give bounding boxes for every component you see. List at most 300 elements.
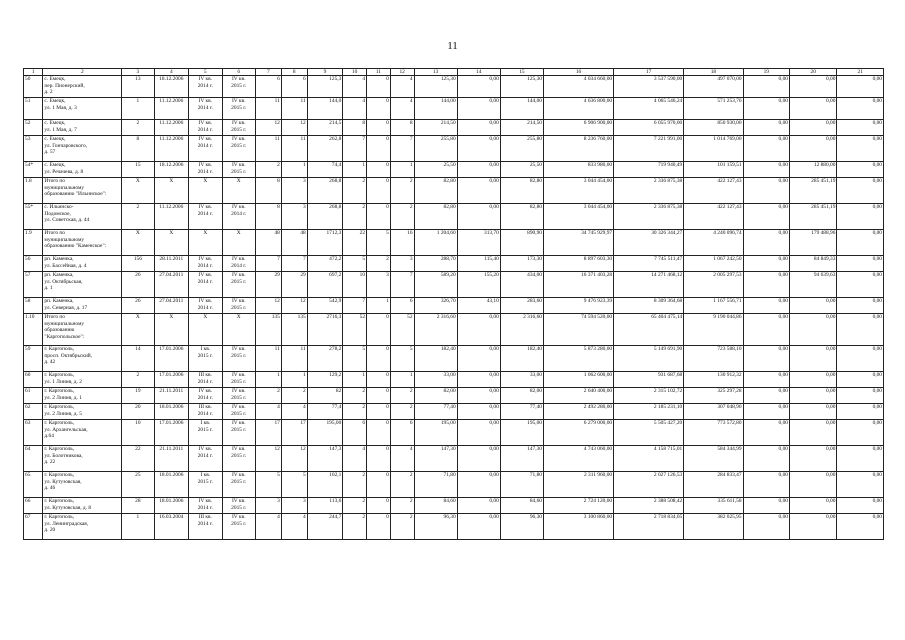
header-cell: 8 [281, 69, 307, 76]
table-cell: 11.12.2006 [154, 136, 189, 162]
table-cell: г. Каргополь, просп. Октябрьский, д. 42 [43, 346, 122, 372]
table-cell: IV кв. 2015 г. [222, 472, 255, 498]
table-cell: 21.11.2011 [154, 446, 189, 472]
table-cell: 0,00 [743, 388, 789, 404]
table-cell: 74 594 520,00 [543, 314, 613, 346]
table-cell: 3 044 454,00 [543, 178, 613, 204]
table-cell: 53 [24, 136, 43, 162]
table-cell: 8 309 364,68 [614, 298, 684, 314]
table-cell: 71,80 [414, 472, 457, 498]
table-cell: IV кв. 2014 г. [189, 256, 222, 272]
table-row [24, 314, 884, 346]
table-cell: 434,00 [500, 272, 543, 298]
table-cell: 288,70 [414, 256, 457, 272]
header-cell: 15 [500, 69, 543, 76]
table-cell: 7 [390, 136, 414, 162]
table-cell: 2 724 120,00 [543, 498, 613, 514]
table-cell: 2 005 297,53 [684, 272, 743, 298]
header-cell: 17 [614, 69, 684, 76]
table-cell: 0,00 [457, 76, 500, 98]
table-cell: 2 027 126,53 [614, 472, 684, 498]
table-cell: 0,00 [837, 76, 884, 98]
table-cell: 135 [255, 314, 281, 346]
table-cell: 0 [367, 514, 391, 540]
table-cell: 0,00 [837, 120, 884, 136]
table-cell: 0,00 [457, 162, 500, 178]
table-cell: 102,1 [307, 472, 343, 498]
table-cell: 0,00 [743, 298, 789, 314]
table-cell: 22 [122, 446, 154, 472]
table-cell: 60 [24, 372, 43, 388]
table-cell: 2 [281, 388, 307, 404]
header-cell: 4 [154, 69, 189, 76]
table-cell: 82,80 [500, 178, 543, 204]
table-cell: 0,00 [837, 136, 884, 162]
table-cell: 2 640 400,00 [543, 388, 613, 404]
table-cell: 8 236 760,00 [543, 136, 613, 162]
table-cell: 0,00 [743, 256, 789, 272]
table-cell: 1 [390, 162, 414, 178]
header-cell: 2 [43, 69, 122, 76]
table-cell: 0,00 [837, 404, 884, 420]
table-cell: 3 [255, 498, 281, 514]
table-cell: 144,00 [414, 98, 457, 120]
table-cell: 0,00 [457, 446, 500, 472]
table-cell: 1.9 [24, 230, 43, 256]
table-cell: 0,00 [837, 272, 884, 298]
data-table [23, 68, 884, 540]
table-cell: 2 316,60 [500, 314, 543, 346]
table-cell: 472,2 [307, 256, 343, 272]
table-cell: 0,00 [743, 498, 789, 514]
table-cell: 125,30 [414, 76, 457, 98]
header-cell: 6 [222, 69, 255, 76]
table-cell: 2 336 875,38 [614, 204, 684, 230]
table-cell: 0,00 [457, 204, 500, 230]
table-cell: 697,2 [307, 272, 343, 298]
table-cell: г. Каргополь, ул. 2 Линия, д. 5 [43, 404, 122, 420]
table-cell: 1 [281, 372, 307, 388]
table-cell: 18.12.2006 [154, 76, 189, 98]
table-row [24, 162, 884, 178]
table-cell: 5 [343, 346, 367, 372]
table-cell: X [222, 178, 255, 204]
header-cell: 12 [390, 69, 414, 76]
table-cell: 1.8 [24, 178, 43, 204]
table-cell: 16 [390, 230, 414, 256]
table-cell: 18.01.2006 [154, 404, 189, 420]
table-cell: 7 745 511,47 [614, 256, 684, 272]
table-cell: IV кв. 2015 г. [222, 346, 255, 372]
table-cell: 5 [255, 472, 281, 498]
table-cell: IV кв. 2015 г. [222, 136, 255, 162]
table-cell: IV кв. 2015 г. [222, 120, 255, 136]
table-cell: 2 [343, 388, 367, 404]
table-cell: 0,00 [743, 314, 789, 346]
table-cell: 1 204,60 [414, 230, 457, 256]
table-cell: 33,00 [414, 372, 457, 388]
table-cell: 719 940,49 [614, 162, 684, 178]
table-cell: 325 297,28 [684, 388, 743, 404]
table-cell: 571 253,76 [684, 98, 743, 120]
table-cell: IV кв. 2014 г. [189, 498, 222, 514]
table-cell: 0,00 [743, 230, 789, 256]
table-cell: 2 [122, 120, 154, 136]
table-cell: 4 743 060,00 [543, 446, 613, 472]
table-cell: 0,00 [789, 388, 836, 404]
table-cell: X [122, 178, 154, 204]
table-cell: 43,10 [457, 298, 500, 314]
table-cell: 3 044 454,00 [543, 204, 613, 230]
table-cell: 0,00 [457, 388, 500, 404]
table-cell: 2 315 102,72 [614, 388, 684, 404]
table-row [24, 256, 884, 272]
table-cell: 182,40 [500, 346, 543, 372]
table-cell: 195,00 [414, 420, 457, 446]
table-cell: 0 [367, 76, 391, 98]
table-row [24, 514, 884, 540]
table-cell: 144,00 [500, 98, 543, 120]
table-cell: 25,50 [500, 162, 543, 178]
table-cell: 1 062 600,00 [543, 372, 613, 388]
table-cell: 11.12.2006 [154, 204, 189, 230]
table-cell: 3 537 590,00 [614, 76, 684, 98]
table-cell: 0,00 [457, 472, 500, 498]
table-cell: 59 [24, 346, 43, 372]
table-cell: Итого по муниципальному образованию "Каргопольское": [43, 314, 122, 346]
table-cell: 285 451,19 [789, 204, 836, 230]
header-cell: 11 [367, 69, 391, 76]
table-cell: 12 880,00 [789, 162, 836, 178]
table-cell: 82,80 [414, 178, 457, 204]
table-cell: 17 [281, 420, 307, 446]
table-cell: 2 316,60 [414, 314, 457, 346]
table-cell: 0,00 [837, 314, 884, 346]
table-cell: 2 336 875,38 [614, 178, 684, 204]
table-cell: IV кв. 2014 г. [189, 120, 222, 136]
table-cell: с. Емецк, пер. Пионерский, д. 2 [43, 76, 122, 98]
table-cell: IV кв. 2014 г. [189, 136, 222, 162]
table-cell: 125,30 [500, 76, 543, 98]
table-cell: I кв. 2015 г. [189, 346, 222, 372]
table-cell: 0,00 [837, 420, 884, 446]
table-cell: 1 [255, 372, 281, 388]
table-cell: 8 897 603,30 [543, 256, 613, 272]
table-cell: I кв. 2015 г. [189, 472, 222, 498]
table-cell: X [154, 230, 189, 256]
table-cell: X [189, 178, 222, 204]
table-cell: IV кв. 2015 г. [222, 98, 255, 120]
table-cell: 135 [281, 314, 307, 346]
table-cell: 9 190 044,86 [684, 314, 743, 346]
page-number: 11 [447, 40, 458, 52]
table-cell: 4 [281, 514, 307, 540]
table-cell: 82,80 [500, 204, 543, 230]
table-cell: 6 [255, 76, 281, 98]
table-cell: 0,00 [837, 388, 884, 404]
table-cell: 16 371 403,28 [543, 272, 613, 298]
table-cell: 268,8 [307, 204, 343, 230]
table-cell: 0,00 [743, 372, 789, 388]
table-cell: 0,00 [789, 76, 836, 98]
table-cell: IV кв. 2014 г. [189, 76, 222, 98]
table-cell: 0,00 [743, 446, 789, 472]
table-cell: 17.01.2006 [154, 372, 189, 388]
table-cell: IV кв. 2014 г. [189, 98, 222, 120]
table-cell: 3 100 860,00 [543, 514, 613, 540]
table-cell: 4 [255, 404, 281, 420]
table-cell: 8 [255, 178, 281, 204]
table-cell: 326,70 [414, 298, 457, 314]
table-cell: с. Ильинско- Подомское, ул. Советская, д. 44 [43, 204, 122, 230]
table-cell: 2 [255, 388, 281, 404]
header-cell: 3 [122, 69, 154, 76]
table-cell: 14 [122, 346, 154, 372]
table-cell: 2 [390, 472, 414, 498]
table-cell: 0,00 [789, 314, 836, 346]
table-cell: III кв. 2014 г. [189, 404, 222, 420]
table-cell: 6 279 000,00 [543, 420, 613, 446]
table-row [24, 298, 884, 314]
table-cell: 4 [390, 76, 414, 98]
table-cell: 4 [343, 76, 367, 98]
table-cell: г. Каргополь, ул. Болотникова, д. 22 [43, 446, 122, 472]
table-cell: 8 [390, 120, 414, 136]
table-row [24, 178, 884, 204]
table-cell: X [122, 230, 154, 256]
table-cell: IV кв. 2015 г. [222, 446, 255, 472]
table-cell: 125,3 [307, 76, 343, 98]
table-cell: 15 [122, 162, 154, 178]
table-cell: 82,00 [500, 388, 543, 404]
table-cell: 5 149 691,90 [614, 346, 684, 372]
table-cell: 0,00 [743, 204, 789, 230]
table-cell: 890,90 [500, 230, 543, 256]
table-cell: IV кв. 2015 г. [222, 388, 255, 404]
table-cell: 313,70 [457, 230, 500, 256]
table-cell: 2 [390, 204, 414, 230]
table-cell: 74,4 [307, 162, 343, 178]
table-row [24, 230, 884, 256]
table-cell: 0,00 [457, 178, 500, 204]
table-cell: 63 [24, 420, 43, 446]
table-cell: 20 [122, 404, 154, 420]
table-cell: 48 [281, 230, 307, 256]
table-cell: г. Каргополь, ул. Архангельская, д.64 [43, 420, 122, 446]
table-cell: IV кв. 2015 г. [222, 162, 255, 178]
header-cell: 20 [789, 69, 836, 76]
table-cell: 0,00 [743, 136, 789, 162]
header-cell: 10 [343, 69, 367, 76]
table-cell: 129,2 [307, 372, 343, 388]
table-cell: 0 [367, 98, 391, 120]
table-cell: г. Каргополь, ул. 2 Линия, д. 1 [43, 388, 122, 404]
table-cell: 29 [255, 272, 281, 298]
table-cell: 0,00 [789, 514, 836, 540]
table-cell: 1 067 242,50 [684, 256, 743, 272]
table-cell: 52 [343, 314, 367, 346]
table-cell: 2 [122, 204, 154, 230]
table-cell: IV кв. 2014 г. [222, 204, 255, 230]
table-cell: 0,00 [837, 178, 884, 204]
table-cell: с. Емецк, ул. 1 Мая, д. 7 [43, 120, 122, 136]
table-cell: 2 [390, 404, 414, 420]
table-row [24, 420, 884, 446]
table-cell: 66 [24, 498, 43, 514]
table-cell: 82,00 [414, 388, 457, 404]
table-cell: 19 [122, 388, 154, 404]
table-cell: 71,80 [500, 472, 543, 498]
table-cell: 11.12.2006 [154, 98, 189, 120]
table-cell: 4 [255, 514, 281, 540]
table-cell: 14 271 468,12 [614, 272, 684, 298]
table-cell: 0,00 [457, 346, 500, 372]
table-cell: 77,40 [500, 404, 543, 420]
table-cell: 0,00 [743, 472, 789, 498]
header-cell: 19 [743, 69, 789, 76]
table-cell: 542,9 [307, 298, 343, 314]
table-cell: 25,50 [414, 162, 457, 178]
table-cell: 2 185 231,10 [614, 404, 684, 420]
table-cell: 101 159,51 [684, 162, 743, 178]
table-cell: 0,00 [457, 404, 500, 420]
table-cell: 0 [367, 472, 391, 498]
table-cell: 0,00 [743, 420, 789, 446]
table-cell: 5 873 280,00 [543, 346, 613, 372]
table-cell: 4 636 800,00 [543, 98, 613, 120]
table-cell: 0,00 [837, 98, 884, 120]
table-cell: 65 404 475,14 [614, 314, 684, 346]
table-cell: 28 [122, 498, 154, 514]
table-cell: 0,00 [789, 120, 836, 136]
table-cell: 2 [343, 498, 367, 514]
table-cell: 497 070,00 [684, 76, 743, 98]
table-cell: 6 906 900,00 [543, 120, 613, 136]
table-cell: 0,00 [457, 514, 500, 540]
table-cell: 54* [24, 162, 43, 178]
table-cell: 5 505 427,20 [614, 420, 684, 446]
table-cell: 21.11.2011 [154, 388, 189, 404]
table-cell: 2 [343, 472, 367, 498]
table-cell: 0,00 [743, 120, 789, 136]
table-cell: 82,80 [414, 204, 457, 230]
table-cell: 7 [343, 136, 367, 162]
table-cell: 1 [343, 162, 367, 178]
table-cell: 52 [24, 120, 43, 136]
table-cell: 3 [390, 256, 414, 272]
table-cell: 2 388 508,42 [614, 498, 684, 514]
table-cell: 6 [390, 420, 414, 446]
table-cell: 262,8 [307, 136, 343, 162]
table-cell: IV кв. 2014 г. [189, 446, 222, 472]
table-cell: 11 [255, 136, 281, 162]
table-cell: IV кв. 2014 г. [189, 204, 222, 230]
table-cell: IV кв. 2015 г. [222, 372, 255, 388]
table-cell: 84,60 [500, 498, 543, 514]
table-cell: 13 [122, 76, 154, 98]
table-cell: IV кв. 2014 г. [189, 298, 222, 314]
table-cell: 4 [390, 98, 414, 120]
table-cell: 26 [122, 272, 154, 298]
table-cell: 0,00 [743, 346, 789, 372]
table-cell: с. Емецк, ул. Речачева, д. 8 [43, 162, 122, 178]
table-cell: 244,7 [307, 514, 343, 540]
table-cell: 2 [367, 256, 391, 272]
table-cell: X [154, 314, 189, 346]
table-cell: IV кв. 2015 г. [222, 76, 255, 98]
table-cell: 0,00 [837, 298, 884, 314]
table-cell: 0,00 [457, 314, 500, 346]
table-cell: 3 [281, 498, 307, 514]
table-cell: 0 [367, 204, 391, 230]
table-cell: 17.01.2006 [154, 420, 189, 446]
header-cell: 16 [543, 69, 613, 76]
table-cell: 2716,3 [307, 314, 343, 346]
table-cell: 0 [367, 372, 391, 388]
table-cell: 0,00 [457, 498, 500, 514]
table-cell: 8 [343, 120, 367, 136]
table-cell: 0,00 [837, 446, 884, 472]
table-cell: 214,50 [414, 120, 457, 136]
table-header-row [24, 69, 884, 76]
table-cell: 18.01.2006 [154, 498, 189, 514]
table-cell: 0,00 [837, 256, 884, 272]
table-cell: 51 [24, 98, 43, 120]
table-cell: 0 [367, 162, 391, 178]
table-cell: г. Каргополь, ул. Ленинградская, д. 20 [43, 514, 122, 540]
table-cell: 130 912,32 [684, 372, 743, 388]
table-cell: 56 [24, 256, 43, 272]
table-cell: г. Каргополь, ул. Кутузовская, д. 8 [43, 498, 122, 514]
table-cell: 283,60 [500, 298, 543, 314]
table-cell: 1 [122, 98, 154, 120]
table-cell: 11 [255, 98, 281, 120]
table-row [24, 446, 884, 472]
table-cell: 2 718 834,05 [614, 514, 684, 540]
table-cell: X [189, 230, 222, 256]
table-cell: 4 065 546,24 [614, 98, 684, 120]
table-cell: рп. Каменка, ул. Бассейная, д. 4 [43, 256, 122, 272]
table-cell: 1712,3 [307, 230, 343, 256]
table-cell: 0,00 [789, 446, 836, 472]
table-cell: 5 [367, 230, 391, 256]
table-cell: 0,00 [837, 372, 884, 388]
table-cell: рп. Каменка, ул. Северная, д. 17 [43, 298, 122, 314]
table-cell: 0 [367, 388, 391, 404]
table-cell: 4 240 096,74 [684, 230, 743, 256]
table-cell: 214,5 [307, 120, 343, 136]
table-cell: IV кв. 2015 г. [222, 514, 255, 540]
table-cell: 25 [122, 472, 154, 498]
table-cell: 12 [255, 446, 281, 472]
table-cell: 2 [390, 388, 414, 404]
table-cell: 22 [343, 230, 367, 256]
table-cell: 0,00 [743, 98, 789, 120]
table-cell: 0,00 [789, 346, 836, 372]
table-cell: 2 [343, 178, 367, 204]
table-cell: с. Емецк, ул. Гончаровского, д. 57 [43, 136, 122, 162]
table-cell: 27.04.2011 [154, 298, 189, 314]
table-cell: 255,80 [500, 136, 543, 162]
table-cell: 84,60 [414, 498, 457, 514]
table-cell: 278,2 [307, 346, 343, 372]
table-cell: 50 [24, 76, 43, 98]
table-cell: IV кв. 2014 г. [222, 256, 255, 272]
table-cell: 1 014 769,00 [684, 136, 743, 162]
table-cell: 195,00 [500, 420, 543, 446]
header-cell: 13 [414, 69, 457, 76]
table-cell: Итого по муниципальному образованию "Каменское": [43, 230, 122, 256]
